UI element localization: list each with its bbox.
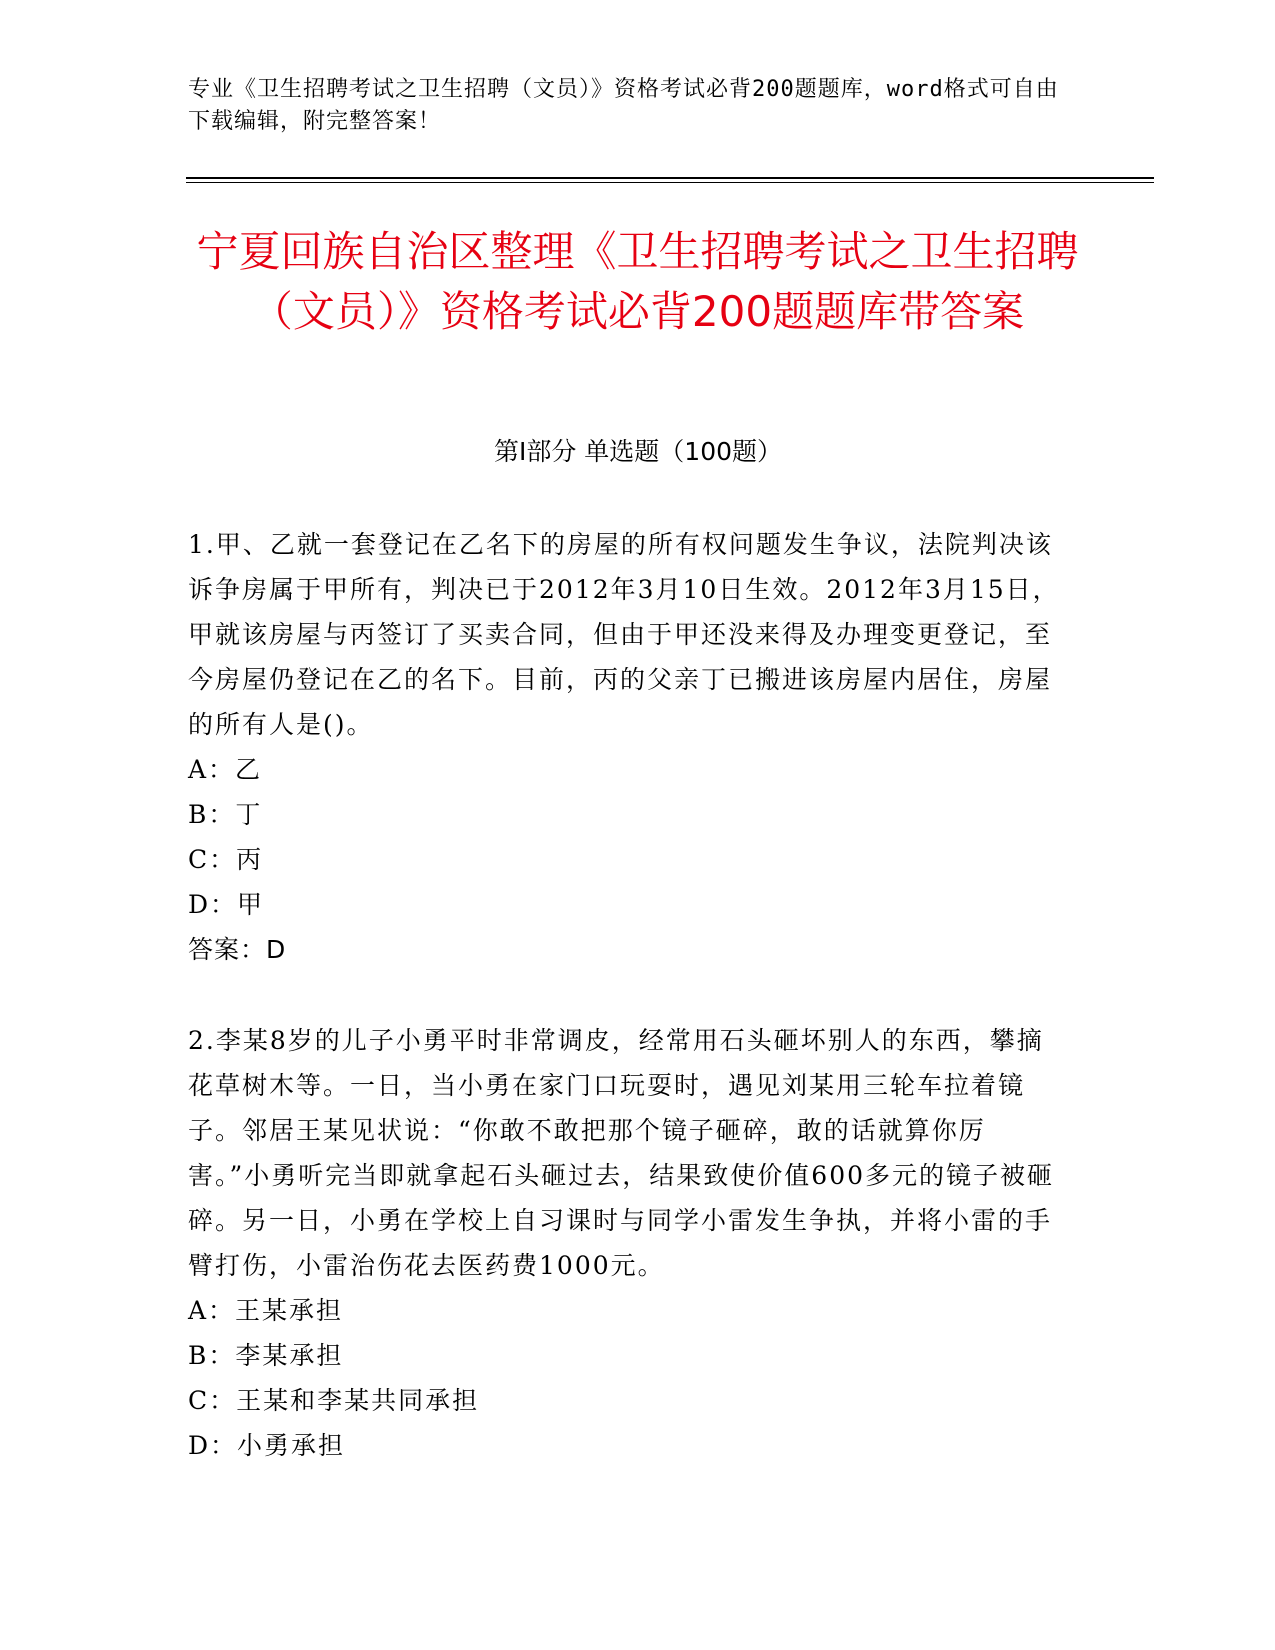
option-d: D：甲: [188, 890, 265, 919]
question-stem: 2.李某8岁的儿子小勇平时非常调皮，经常用石头砸坏别人的东西，攀摘花草树木等。一日，当小勇在家门口玩耍时，遇见刘某用三轮车拉着镜子。邻居王某见状说：“你敢不敢把那个镜子砸碎，敢的话就算你厉害。”小勇听完当即就拿起石头砸过去，结果致使价值600多元的镜子被砸碎。另一日，小勇在学校上自习课时与同学小雷发生争执，并将小雷的手臂打伤，小雷治伤花去医药费1000元。: [188, 1026, 1055, 1280]
option-b: B：李某承担: [188, 1341, 344, 1370]
option-c: C：王某和李某共同承担: [188, 1386, 480, 1415]
question-stem: 1.甲、乙就一套登记在乙名下的房屋的所有权问题发生争议，法院判决该诉争房属于甲所有，判决已于2012年3月10日生效。2012年3月15日，甲就该房屋与丙签订了买卖合同，但由于甲还没来得及办理变更登记，至今房屋仍登记在乙的名下。目前，丙的父亲丁已搬进该房屋内居住，房屋的所有人是()。: [188, 530, 1060, 739]
option-a: A：王某承担: [188, 1296, 344, 1325]
header-note: 专业《卫生招聘考试之卫生招聘（文员）》资格考试必背200题题库，word格式可自由下载编辑，附完整答案！: [188, 77, 1059, 134]
question-2: [188, 1018, 1068, 1468]
option-c: C：丙: [188, 845, 264, 874]
option-d: D：小勇承担: [188, 1431, 346, 1460]
document-title: 宁夏回族自治区整理《卫生招聘考试之卫生招聘（文员）》资格考试必背200题题库带答案: [196, 227, 1079, 336]
section-title: 第Ⅰ部分 单选题（100题）: [493, 437, 783, 466]
option-b: B：丁: [188, 800, 263, 829]
option-a: A：乙: [188, 755, 263, 784]
answer-line: 答案：D: [188, 935, 287, 964]
header-divider: [186, 177, 1154, 183]
question-1: [188, 522, 1068, 972]
